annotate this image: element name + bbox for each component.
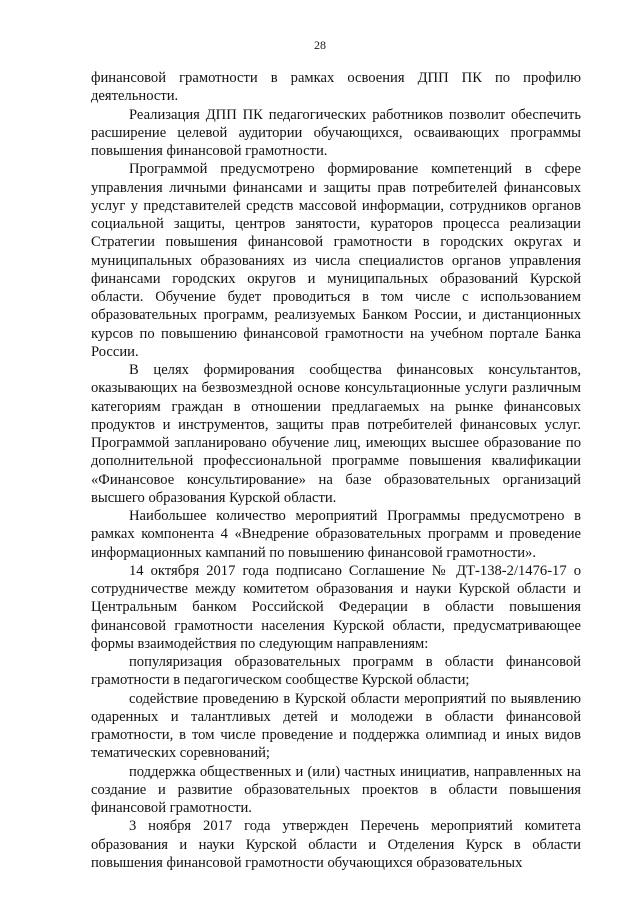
paragraph-continuation: финансовой грамотности в рамках освоения ДПП ПК по профилю деятельности. — [91, 70, 581, 105]
paragraph-direction-initiatives: поддержка общественных и (или) частных инициатив, направленных на создание и развитие образовательных проектов в области повышения финансовой грамотности. — [91, 763, 581, 816]
paragraph-agreement: 14 октября 2017 года подписано Соглашение № ДТ-138-2/1476-17 о сотрудничестве между комитетом образования и науки Курской области и Центральным банком Российской Федерации в области повышения финансовой грамотности населения Курской области, предусматривающее формы взаимодействия по следующим направлениям: — [91, 562, 581, 652]
page-number: 28 — [314, 38, 326, 52]
paragraph-component-4: Наибольшее количество мероприятий Программы предусмотрено в рамках компонента 4 «Внедрение образовательных программ и проведение информационных кампаний по повышению финансовой грамотности». — [91, 508, 581, 561]
paragraph-implementation: Реализация ДПП ПК педагогических работников позволит обеспечить расширение целевой аудитории обучающихся, осваивающих программы повышения финансовой грамотности. — [91, 106, 581, 159]
paragraph-events-list: 3 ноября 2017 года утвержден Перечень мероприятий комитета образования и науки Курской области и Отделения Курск в области повышения финансовой грамотности обучающихся образовательных — [91, 818, 581, 871]
paragraph-direction-popularization: популяризация образовательных программ в области финансовой грамотности в педагогическом сообществе Курской области; — [91, 654, 581, 689]
document-body — [91, 69, 581, 872]
paragraph-direction-olympiads: содействие проведению в Курской области мероприятий по выявлению одаренных и талантливых детей и молодежи в области финансовой грамотности, в том числе проведение и поддержка олимпиад и иных видов тематических соревнований; — [91, 690, 581, 762]
paragraph-competencies: Программой предусмотрено формирование компетенций в сфере управления личными финансами и защиты прав потребителей финансовых услуг у представителей средств массовой информации, сотрудников органов социальной защиты, центров занятости, кураторов процесса реализации Стратегии повышения финансовой грамотности в городских округах и муниципальных образованиях из числа специалистов органов управления финансами городских округов и муниципальных образований Курской области. Обучение будет проводиться в том числе с использованием образовательных программ, реализуемых Банком России, и дистанционных курсов по повышению финансовой грамотности на учебном портале Банка России. — [91, 161, 581, 360]
paragraph-consultants: В целях формирования сообщества финансовых консультантов, оказывающих на безвозмездной основе консультационные услуги различным категориям граждан в отношении предлагаемых на рынке финансовых продуктов и инструментов, защиты прав потребителей финансовых услуг. Программой запланировано обучение лиц, имеющих высшее образование по дополнительной профессиональной программе повышения квалификации «Финансовое консультирование» на базе образовательных организаций высшего образования Курской области. — [91, 362, 581, 506]
